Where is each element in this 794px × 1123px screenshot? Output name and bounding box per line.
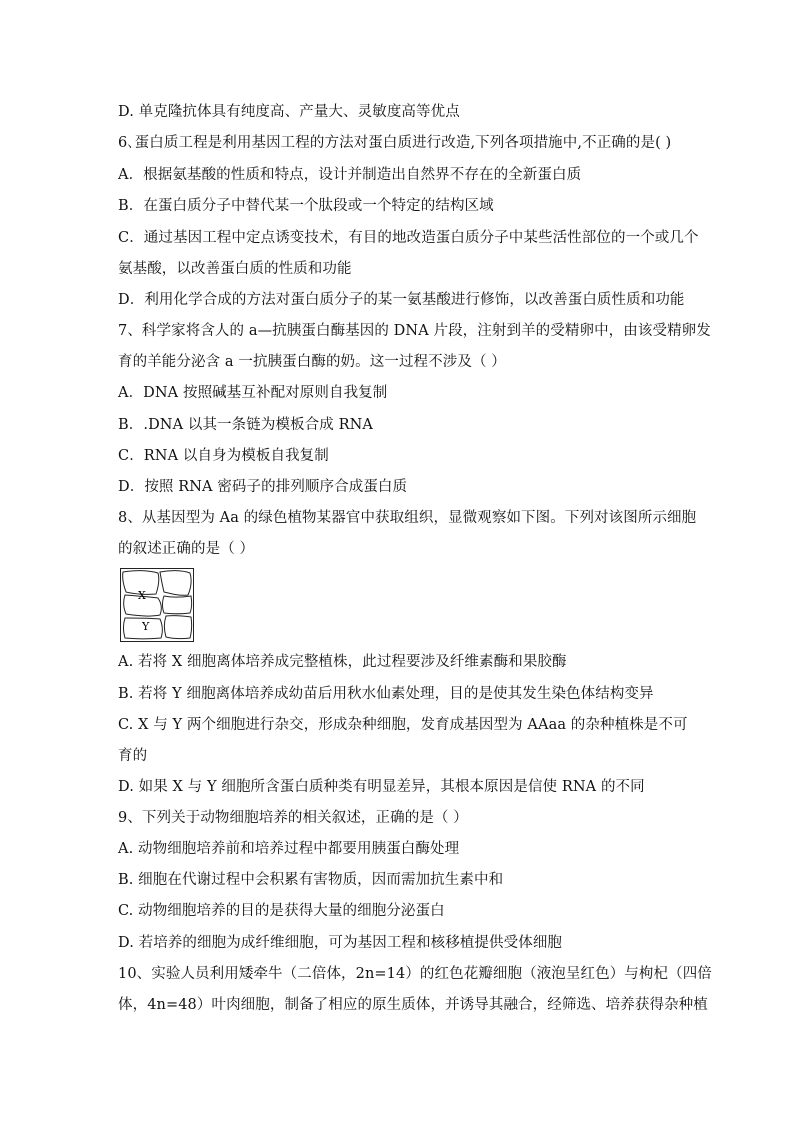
q7-stem: 7、科学家将含人的 a—抗胰蛋白酶基因的 DNA 片段，注射到羊的受精卵中，由该受精卵发 bbox=[118, 323, 711, 339]
q7-option-c: C．RNA 以自身为模板自我复制 bbox=[118, 448, 329, 464]
q7-option-a: A．DNA 按照碱基互补配对原则自我复制 bbox=[118, 385, 388, 401]
q9-stem: 9、下列关于动物细胞培养的相关叙述，正确的是（ ） bbox=[118, 810, 468, 826]
q6-stem: 6､蛋白质工程是利用基因工程的方法对蛋白质进行改造,下列各项措施中,不正确的是( ) bbox=[118, 135, 672, 151]
q8-stem: 8、从基因型为 Aa 的绿色植物某器官中获取组织，显微观察如下图。下列对该图所示细胞 bbox=[118, 510, 697, 526]
q7-option-b: B．.DNA 以其一条链为模板合成 RNA bbox=[118, 417, 373, 433]
q6-option-d: D．利用化学合成的方法对蛋白质分子的某一氨基酸进行修饰，以改善蛋白质性质和功能 bbox=[118, 292, 685, 308]
q8-option-a: A. 若将 X 细胞离体培养成完整植株，此过程要涉及纤维素酶和果胶酶 bbox=[118, 654, 567, 670]
cell-label-x: X bbox=[138, 589, 146, 602]
cell-label-y: Y bbox=[142, 620, 150, 633]
q7-option-d: D．按照 RNA 密码子的排列顺序合成蛋白质 bbox=[118, 479, 408, 495]
q9-option-d: D. 若培养的细胞为成纤维细胞，可为基因工程和核移植提供受体细胞 bbox=[118, 935, 563, 951]
q9-option-a: A. 动物细胞培养前和培养过程中都要用胰蛋白酶处理 bbox=[118, 841, 460, 857]
q6-option-a: A．根据氨基酸的性质和特点，设计并制造出自然界不存在的全新蛋白质 bbox=[118, 167, 582, 183]
q8-option-d: D. 如果 X 与 Y 细胞所含蛋白质种类有明显差异，其根本原因是信使 RNA 的不同 bbox=[118, 779, 645, 795]
cell-figure bbox=[120, 568, 194, 642]
q5-option-d: D. 单克隆抗体具有纯度高、产量大、灵敏度高等优点 bbox=[118, 104, 460, 120]
q8-option-b: B. 若将 Y 细胞离体培养成幼苗后用秋水仙素处理，目的是使其发生染色体结构变异 bbox=[118, 686, 654, 702]
cell-diagram bbox=[120, 568, 194, 642]
q9-option-b: B. 细胞在代谢过程中会积累有害物质，因而需加抗生素中和 bbox=[118, 872, 504, 888]
q8-stem-cont: 的叙述正确的是（ ） bbox=[118, 541, 255, 557]
q7-stem-cont: 育的羊能分泌含 a 一抗胰蛋白酶的奶。这一过程不涉及（ ） bbox=[118, 354, 506, 370]
q10-stem: 10、实验人员利用矮牵牛（二倍体，2n=14）的红色花瓣细胞（液泡呈红色）与枸杞（四倍 bbox=[118, 966, 712, 982]
q8-option-c-cont: 育的 bbox=[118, 748, 148, 764]
q8-option-c: C. X 与 Y 两个细胞进行杂交，形成杂种细胞，发育成基因型为 AAaa 的杂种植株是不可 bbox=[118, 717, 688, 733]
q6-option-c: C．通过基因工程中定点诱变技术，有目的地改造蛋白质分子中某些活性部位的一个或几个 bbox=[118, 230, 699, 246]
q9-option-c: C. 动物细胞培养的目的是获得大量的细胞分泌蛋白 bbox=[118, 903, 445, 919]
q6-option-b: B．在蛋白质分子中替代某一个肽段或一个特定的结构区域 bbox=[118, 198, 494, 214]
q10-stem-cont: 体，4n=48）叶肉细胞，制备了相应的原生质体，并诱导其融合，经筛选、培养获得杂种植 bbox=[118, 997, 708, 1013]
q6-option-c-cont: 氨基酸，以改善蛋白质的性质和功能 bbox=[118, 261, 352, 277]
